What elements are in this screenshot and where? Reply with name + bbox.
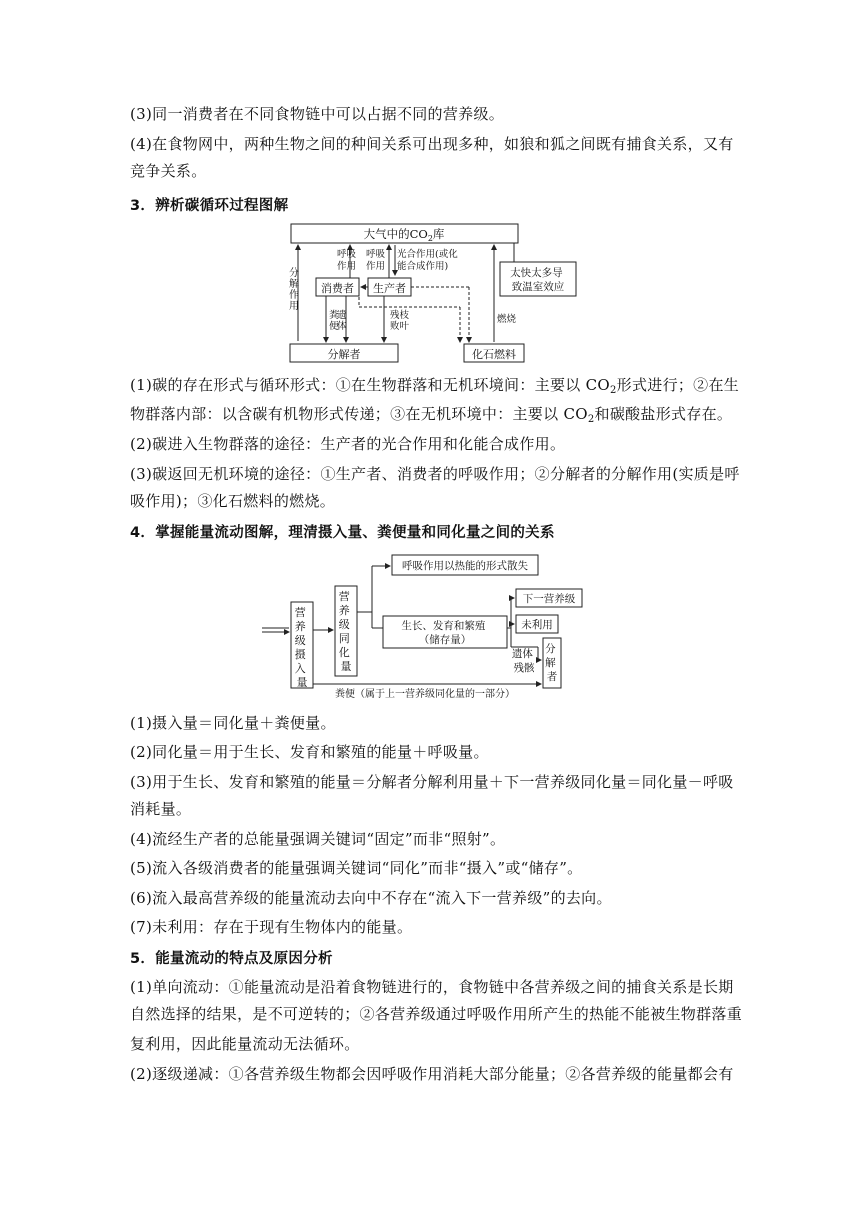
- respiration-heat-label: 呼吸作用以热能的形式散失: [402, 560, 528, 572]
- text-line: (4)在食物网中，两种生物之间的种间关系可出现多种，如狼和狐之间既有捕食关系，又有: [130, 135, 734, 153]
- decomposer-label: 分 解 者: [545, 643, 558, 683]
- text-line: (2)同化量＝用于生长、发育和繁殖的能量＋呼吸量。: [130, 743, 489, 761]
- text-line: 竞争关系。: [130, 162, 207, 180]
- growth-label: 生长、发育和繁殖 （储存量）: [401, 620, 486, 646]
- text-span: 形式进行；②在生: [616, 376, 740, 394]
- intake-label: 营 养 级 摄 入 量: [294, 606, 308, 689]
- text-span: 物群落内部：以含碳有机物形式传递；③在无机环境中：主要以 CO: [130, 405, 588, 423]
- section-heading: 5．能量流动的特点及原因分析: [130, 951, 333, 967]
- respiration-label-b: 呼吸 作用: [366, 249, 386, 272]
- section-heading: 4．掌握能量流动图解，理清摄入量、粪便量和同化量之间的关系: [130, 525, 555, 541]
- text-line: (4)流经生产者的总能量强调关键词“固定”而非“照射”。: [130, 830, 506, 848]
- decompose-label: 分 解 作 用: [289, 268, 299, 312]
- text-line: (5)流入各级消费者的能量强调关键词“同化”而非“摄入”或“储存”。: [130, 859, 583, 877]
- assimilation-label: 营 养 级 同 化 量: [338, 590, 352, 673]
- text-line: (1)单向流动：①能量流动是沿着食物链进行的，食物链中各营养级之间的捕食关系是长期: [130, 978, 734, 996]
- section-heading: 3．辨析碳循环过程图解: [130, 198, 289, 214]
- text-line: [130, 404, 732, 424]
- text-line: (2)碳进入生物群落的途径：生产者的光合作用和化能合成作用。: [130, 435, 566, 453]
- text-line: (1)摄入量＝同化量＋粪便量。: [130, 714, 336, 732]
- remains-label: 遗体 残骸: [511, 648, 535, 674]
- text-line: (3)同一消费者在不同食物链中可以占据不同的营养级。: [130, 105, 505, 123]
- text-line: (7)未利用：存在于现有生物体内的能量。: [130, 918, 413, 936]
- remains-label: 遗 体: [337, 310, 347, 332]
- text-line: 消耗量。: [130, 800, 192, 818]
- feces-label: 粪 便: [329, 310, 339, 332]
- debris-label: 残枝 败叶: [390, 310, 410, 332]
- consumer-label: 消费者: [321, 282, 354, 295]
- subscript: 2: [610, 385, 617, 396]
- producer-label: 生产者: [373, 282, 406, 295]
- text-span: 和碳酸盐形式存在。: [594, 405, 733, 423]
- text-line: (2)逐级递减：①各营养级生物都会因呼吸作用消耗大部分能量；②各营养级的能量都会有: [130, 1065, 734, 1083]
- unused-label: 未利用: [521, 619, 553, 631]
- text-line: (6)流入最高营养级的能量流动去向中不存在“流入下一营养级”的去向。: [130, 889, 612, 907]
- subscript: 2: [587, 414, 595, 425]
- atmosphere-co2-label: 大气中的$CO_2$库: [363, 227, 445, 243]
- greenhouse-label: 太快太多导 致温室效应: [510, 267, 565, 293]
- text-line: 复利用，因此能量流动无法循环。: [130, 1035, 360, 1053]
- energy-flow-diagram: [260, 552, 600, 702]
- decomposer-label: 分解者: [327, 348, 361, 361]
- next-level-label: 下一营养级: [522, 593, 576, 605]
- text-line: [130, 375, 740, 396]
- text-span: (1)碳的存在形式与循环形式：①在生物群落和无机环境间：主要以 CO: [130, 376, 610, 394]
- photosynthesis-label: 光合作用(或化 能合成作用): [397, 249, 458, 272]
- text-line: (3)碳返回无机环境的途径：①生产者、消费者的呼吸作用；②分解者的分解作用(实质是呼: [130, 465, 740, 483]
- text-line: 吸作用)；③化石燃料的燃烧。: [130, 492, 336, 510]
- burning-label: 燃烧: [497, 314, 517, 325]
- feces-note-label: 粪便（属于上一营养级同化量的一部分）: [335, 689, 515, 700]
- text-line: 自然选择的结果，是不可逆转的；②各营养级通过呼吸作用所产生的热能不能被生物群落重: [130, 1005, 743, 1023]
- carbon-cycle-diagram: [286, 222, 586, 366]
- respiration-label-a: 呼吸 作用: [337, 249, 357, 272]
- text-line: (3)用于生长、发育和繁殖的能量＝分解者分解利用量＋下一营养级同化量＝同化量－呼吸: [130, 773, 734, 791]
- fossil-fuel-label: 化石燃料: [472, 348, 516, 361]
